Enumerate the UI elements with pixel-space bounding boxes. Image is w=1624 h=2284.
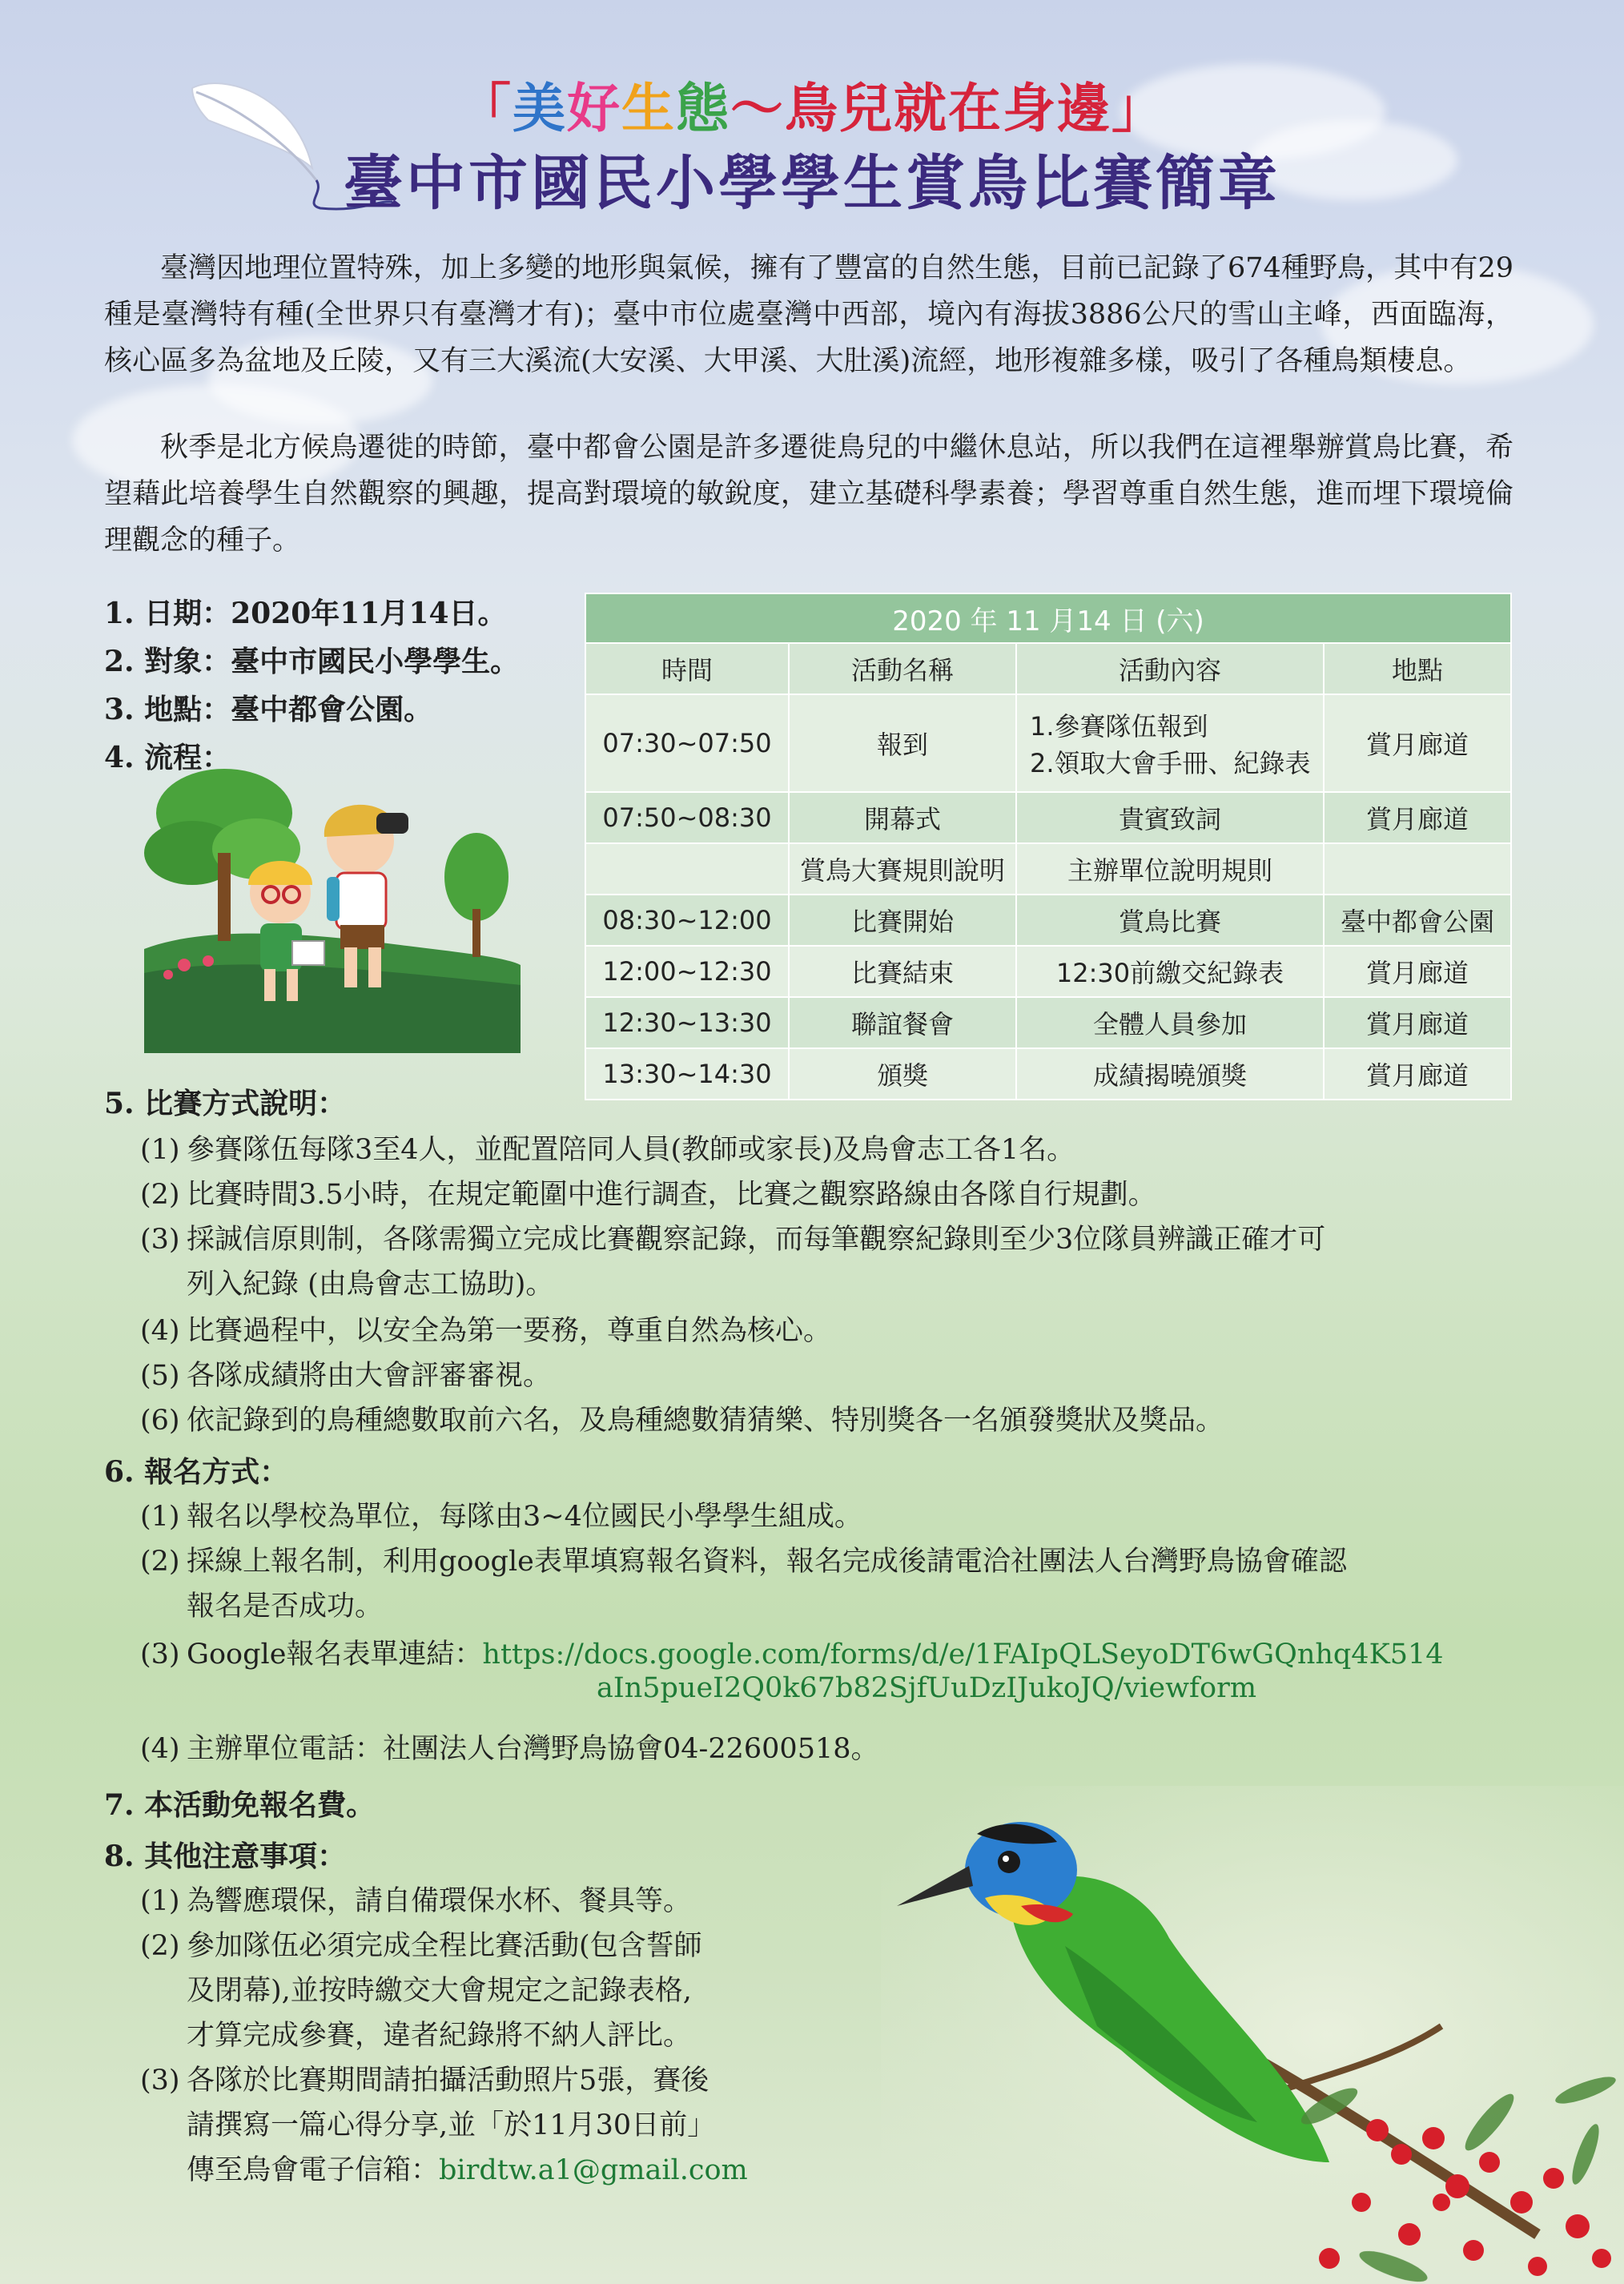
schedule-time: 07:50~08:30 (585, 792, 789, 843)
schedule-activity-name: 頒獎 (789, 1048, 1016, 1100)
schedule-content-line: 成績揭曉頒獎 (1092, 1060, 1247, 1091)
barbet-bird-photo (881, 1786, 1624, 2284)
list-item (140, 1398, 1224, 1438)
list-item (140, 1727, 879, 1767)
google-form-link[interactable]: https://docs.google.com/forms/d/e/1FAIpQLSeyoDT6wGQnhq4K514 (482, 1639, 1444, 1671)
event-date: 1. 日期：2020年11月14日。 (104, 597, 507, 630)
schedule-activity-name: 報到 (789, 694, 1016, 792)
column-header: 活動內容 (1016, 643, 1324, 694)
list-item-continuation (187, 2013, 691, 2053)
list-text: 報名以學校為單位，每隊由3~4位國民小學學生組成。 (187, 1501, 862, 1533)
list-item-continuation (187, 1968, 692, 2009)
page-title: 臺中市國民小學學生賞鳥比賽簡章 (344, 149, 1280, 218)
email-link[interactable]: birdtw.a1@gmail.com (439, 2154, 748, 2186)
list-item (140, 1128, 1075, 1168)
schedule-content-line: 全體人員參加 (1092, 1009, 1247, 1039)
schedule-activity-name: 比賽開始 (789, 895, 1016, 946)
list-number: (3) (140, 2065, 180, 2097)
list-number: (2) (140, 1546, 180, 1578)
section-7-title: 7. 本活動免報名費。 (104, 1788, 376, 1822)
schedule-row (585, 997, 1511, 1048)
list-text: 為響應環保，請自備環保水杯、餐具等。 (187, 1885, 692, 1917)
schedule-content (1016, 843, 1324, 895)
list-text: Google報名表單連結： (187, 1639, 483, 1671)
schedule-content (1016, 792, 1324, 843)
list-number: (3) (140, 1639, 180, 1671)
list-text: 採誠信原則制，各隊需獨立完成比賽觀察記錄，而每筆觀察紀錄則至少3位隊員辨識正確才可 (187, 1224, 1326, 1256)
section-5-title: 5. 比賽方式說明： (104, 1087, 347, 1120)
schedule-table (585, 593, 1512, 1100)
list-text: 請撰寫一篇心得分享,並「於11月30日前」 (187, 2109, 716, 2141)
schedule-place: 賞月廊道 (1324, 792, 1511, 843)
schedule-time: 13:30~14:30 (585, 1048, 789, 1100)
schedule-time: 12:30~13:30 (585, 997, 789, 1048)
schedule-time: 12:00~12:30 (585, 946, 789, 997)
list-item (140, 1217, 1325, 1257)
schedule-place (1324, 843, 1511, 895)
list-item (140, 1494, 862, 1534)
title-slogan-part: 態 (676, 77, 730, 139)
list-item-continuation (187, 2103, 715, 2143)
list-text: 參賽隊伍每隊3至4人，並配置陪同人員(教師或家長)及鳥會志工各1名。 (187, 1134, 1075, 1166)
list-item (140, 2058, 709, 2098)
event-target: 2. 對象：臺中市國民小學學生。 (104, 645, 520, 678)
list-text: 報名是否成功。 (187, 1590, 384, 1623)
schedule-time: 07:30~07:50 (585, 694, 789, 792)
list-item (140, 1539, 1347, 1579)
google-form-link[interactable]: aIn5pueI2Q0k67b82SjfUuDzIJukoJQ/viewform (597, 1672, 1257, 1704)
list-item (140, 1879, 691, 1919)
section-8-title: 8. 其他注意事項： (104, 1840, 347, 1873)
schedule-row (585, 946, 1511, 997)
title-slogan-part: 美 (513, 77, 567, 139)
list-text: 各隊於比賽期間請拍攝活動照片5張，賽後 (187, 2065, 709, 2097)
list-number: (5) (140, 1360, 180, 1392)
title-quote-open: 「 (458, 77, 513, 139)
google-form-link-continuation (597, 1672, 1256, 1704)
list-item (140, 1924, 702, 1964)
column-header: 地點 (1324, 643, 1511, 694)
schedule-place: 賞月廊道 (1324, 694, 1511, 792)
title-slogan-part: 好 (567, 77, 621, 139)
schedule-content-line: 12:30前繳交紀錄表 (1055, 958, 1284, 988)
schedule-content (1016, 1048, 1324, 1100)
schedule-row (585, 694, 1511, 792)
list-number: (4) (140, 1733, 180, 1765)
list-number: (3) (140, 1224, 180, 1256)
list-number: (2) (140, 1930, 180, 1962)
list-text: 主辦單位電話：社團法人台灣野鳥協會04-22600518。 (187, 1733, 879, 1765)
column-header: 時間 (585, 643, 789, 694)
list-text: 比賽過程中，以安全為第一要務，尊重自然為核心。 (187, 1315, 832, 1347)
list-text: 各隊成績將由大會評審審視。 (187, 1360, 552, 1392)
event-flow: 4. 流程： (104, 741, 231, 774)
list-text: 採線上報名制，利用google表單填寫報名資料，報名完成後請電洽社團法人台灣野鳥協會確認 (187, 1546, 1347, 1578)
schedule-place: 臺中都會公園 (1324, 895, 1511, 946)
list-text: 列入紀錄 (由鳥會志工協助)。 (187, 1269, 554, 1301)
schedule-content-line: 主辦單位說明規則 (1067, 855, 1272, 886)
schedule-content (1016, 946, 1324, 997)
list-number: (1) (140, 1501, 180, 1533)
schedule-content-line: 1.參賽隊伍報到 (1030, 711, 1208, 742)
list-text: 才算完成參賽，違者紀錄將不納人評比。 (187, 2020, 692, 2052)
title-slogan-part: 生 (621, 77, 676, 139)
list-item (140, 1309, 831, 1349)
section-6-title: 6. 報名方式： (104, 1455, 289, 1489)
list-text: 及閉幕),並按時繳交大會規定之記錄表格, (187, 1975, 692, 2007)
schedule-row (585, 895, 1511, 946)
intro-paragraph-2: 秋季是北方候鳥遷徙的時節，臺中都會公園是許多遷徙鳥兒的中繼休息站，所以我們在這裡舉辦賞鳥比賽，希望藉此培養學生自然觀察的興趣，提高對環境的敏銳度，建立基礎科學素養；學習尊重自然生態，進而埋下環境倫理觀念的種子。 (104, 432, 1513, 557)
list-number: (4) (140, 1315, 180, 1347)
list-item-continuation (187, 2148, 748, 2188)
schedule-heading: 2020 年 11 月14 日 (六) (585, 593, 1511, 643)
schedule-content (1016, 694, 1324, 792)
schedule-place: 賞月廊道 (1324, 946, 1511, 997)
list-text: 參加隊伍必須完成全程比賽活動(包含誓師 (187, 1930, 702, 1962)
list-number: (6) (140, 1405, 180, 1437)
kids-birdwatching-illustration (144, 765, 521, 1053)
list-number: (1) (140, 1134, 180, 1166)
list-item (140, 1632, 1444, 1672)
schedule-time (585, 843, 789, 895)
list-item-continuation (187, 1584, 383, 1624)
list-text: 傳至鳥會電子信箱： (187, 2154, 440, 2186)
title-quote-close: 」 (1111, 77, 1166, 139)
event-place: 3. 地點：臺中都會公園。 (104, 693, 433, 726)
list-item (140, 1353, 551, 1393)
schedule-content-line: 2.領取大會手冊、紀錄表 (1030, 748, 1311, 778)
list-number: (2) (140, 1179, 180, 1211)
schedule-row (585, 843, 1511, 895)
list-number: (1) (140, 1885, 180, 1917)
schedule-row (585, 1048, 1511, 1100)
column-header: 活動名稱 (789, 643, 1016, 694)
schedule-activity-name: 聯誼餐會 (789, 997, 1016, 1048)
schedule-row (585, 792, 1511, 843)
list-text: 比賽時間3.5小時，在規定範圍中進行調查，比賽之觀察路線由各隊自行規劃。 (187, 1179, 1156, 1211)
schedule-place: 賞月廊道 (1324, 1048, 1511, 1100)
event-slogan (0, 66, 1624, 142)
list-text: 依記錄到的鳥種總數取前六名，及鳥種總數猜猜樂、特別獎各一名頒發獎狀及獎品。 (187, 1405, 1224, 1437)
schedule-activity-name: 比賽結束 (789, 946, 1016, 997)
schedule-place: 賞月廊道 (1324, 997, 1511, 1048)
schedule-content (1016, 997, 1324, 1048)
list-item-continuation (187, 1262, 553, 1302)
schedule-content-line: 賞鳥比賽 (1118, 907, 1221, 937)
schedule-content-line: 貴賓致詞 (1118, 804, 1221, 834)
schedule-time: 08:30~12:00 (585, 895, 789, 946)
schedule-activity-name: 賞鳥大賽規則說明 (789, 843, 1016, 895)
schedule-activity-name: 開幕式 (789, 792, 1016, 843)
list-item (140, 1172, 1156, 1212)
title-slogan-part: ～鳥兒就在身邊 (730, 77, 1111, 139)
schedule-content (1016, 895, 1324, 946)
intro-paragraph-1: 臺灣因地理位置特殊，加上多變的地形與氣候，擁有了豐富的自然生態，目前已記錄了674種野鳥，其中有29種是臺灣特有種(全世界只有臺灣才有)；臺中市位處臺灣中西部，境內有海拔3886公尺的雪山主峰，西面臨海，核心區多為盆地及丘陵，又有三大溪流(大安溪、大甲溪、大肚溪)流經，地形複雜多樣，吸引了各種鳥類棲息。 (104, 252, 1513, 377)
